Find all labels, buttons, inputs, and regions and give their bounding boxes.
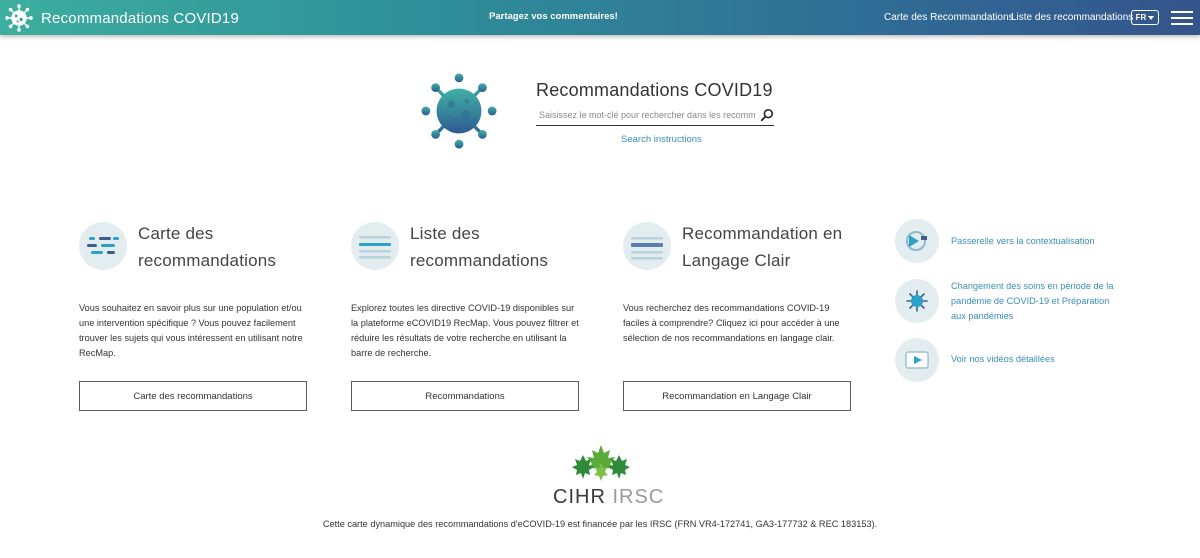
feedback-link[interactable]: Partagez vos commentaires! <box>489 11 618 22</box>
brand-home-link[interactable] <box>5 4 239 32</box>
top-navigation-bar <box>0 0 1200 35</box>
video-play-icon <box>895 338 939 382</box>
card-title: Recommandation en Langage Clair <box>682 224 843 270</box>
side-link-label[interactable]: Voir nos vidéos détaillées <box>951 354 1055 364</box>
cihr-irsc-wordmark: CIHR IRSC <box>553 486 665 508</box>
plain-language-button[interactable]: Recommandation en Langage Clair <box>623 381 851 411</box>
language-label: FR <box>1135 13 1147 22</box>
card-description: Explorez toutes les directive COVID-19 disponibles sur la plateforme eCOVID19 RecMap. Vous pouvez filtrer et réduire les résultats de votre recherche en utilisant la barre de recherche. <box>351 303 579 358</box>
search-input[interactable] <box>536 105 756 125</box>
caret-down-icon <box>1148 16 1154 20</box>
gateway-icon <box>895 219 939 263</box>
brand-title: Recommandations COVID19 <box>41 9 240 27</box>
virus-hero-icon <box>420 72 498 150</box>
virus-logo-icon <box>5 4 33 32</box>
map-icon <box>79 222 127 270</box>
hero-title: Recommandations COVID19 <box>536 80 773 100</box>
virus-icon <box>895 279 939 323</box>
card-description: Vous recherchez des recommandations COVID-19 faciles à comprendre? Cliquez ici pour accéder à une sélection de nos recommandations en langage clair. <box>623 303 840 343</box>
hamburger-menu-icon[interactable] <box>1171 11 1193 25</box>
nav-link-recommendation-map[interactable]: Carte des Recommandations <box>884 12 1014 23</box>
list-icon <box>351 222 399 270</box>
recommendations-button[interactable]: Recommandations <box>351 381 579 411</box>
card-title: Liste des recommandations <box>410 224 549 270</box>
search-bar <box>536 105 774 126</box>
recommendation-map-button[interactable]: Carte des recommandations <box>79 381 307 411</box>
side-link-label[interactable]: Changement des soins en période de la pandémie de COVID-19 et Préparation aux pandémies <box>951 281 1114 321</box>
search-icon[interactable] <box>760 108 774 122</box>
plain-language-icon <box>623 222 671 270</box>
nav-link-recommendation-list[interactable]: Liste des recommandations <box>1011 12 1134 23</box>
card-description: Vous souhaitez en savoir plus sur une population et/ou une intervention spécifique ? Vous pouvez facilement trouver les sujets qui vous intéressent en utilisant notre RecMap. <box>79 303 303 358</box>
side-link-label[interactable]: Passerelle vers la contextualisation <box>951 236 1095 246</box>
funding-note: Cette carte dynamique des recommandations d'eCOVID-19 est financée par les IRSC (FRN VR4-172741, GA3-177732 & REC 183153). <box>322 519 878 529</box>
search-instructions-link[interactable]: Search instructions <box>621 134 702 145</box>
language-selector[interactable] <box>1131 10 1159 25</box>
card-title: Carte des recommandations <box>138 224 277 270</box>
